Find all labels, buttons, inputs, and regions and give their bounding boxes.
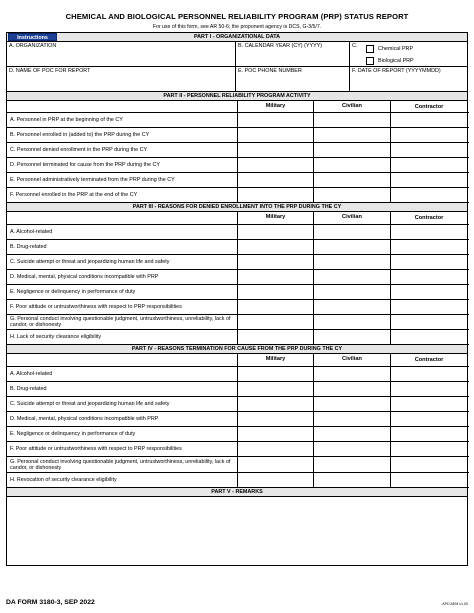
part4-civilian-input[interactable] bbox=[314, 457, 391, 472]
part4-military-input[interactable] bbox=[238, 412, 314, 426]
part2-column-header bbox=[7, 101, 469, 113]
table-row bbox=[7, 330, 469, 345]
chemical-prp-checkbox[interactable] bbox=[366, 45, 374, 53]
part3-military-input[interactable] bbox=[238, 225, 314, 239]
part3-military-input[interactable] bbox=[238, 285, 314, 299]
part3-contractor-input[interactable] bbox=[391, 330, 467, 344]
table-row bbox=[7, 397, 469, 412]
part4-row-label: D. Medical, mental, physical conditions incompatible with PRP bbox=[7, 412, 238, 426]
part3-col-military: Military bbox=[238, 212, 314, 224]
part2-contractor-input[interactable] bbox=[391, 158, 467, 172]
part3-row-label: D. Medical, mental, physical conditions incompatible with PRP bbox=[7, 270, 238, 284]
part4-military-input[interactable] bbox=[238, 367, 314, 381]
table-row bbox=[7, 427, 469, 442]
part4-table bbox=[7, 354, 469, 488]
part4-civilian-input[interactable] bbox=[314, 382, 391, 396]
part3-contractor-input[interactable] bbox=[391, 270, 467, 284]
part4-column-header bbox=[7, 354, 469, 367]
apd-version: APD AEM v1.00 bbox=[442, 602, 468, 606]
part3-row-label: F. Poor attitude or untrustworthiness with respect to PRP responsibilities bbox=[7, 300, 238, 314]
prp-type-field bbox=[350, 42, 467, 66]
part2-civilian-input[interactable] bbox=[314, 143, 391, 157]
part3-row-label: A. Alcohol-related bbox=[7, 225, 238, 239]
part3-civilian-input[interactable] bbox=[314, 270, 391, 284]
poc-phone-field[interactable] bbox=[236, 67, 350, 91]
table-row bbox=[7, 173, 469, 188]
part2-contractor-input[interactable] bbox=[391, 113, 467, 127]
part3-military-input[interactable] bbox=[238, 300, 314, 314]
part4-row-label: G. Personal conduct involving questionable judgment, untrustworthiness, unreliability, lack of candor, or dishonesty bbox=[7, 457, 238, 472]
table-row bbox=[7, 442, 469, 457]
part2-title: PART II - PERSONNEL RELIABILITY PROGRAM ACTIVITY bbox=[163, 93, 311, 99]
part3-civilian-input[interactable] bbox=[314, 225, 391, 239]
part3-civilian-input[interactable] bbox=[314, 330, 391, 344]
table-row bbox=[7, 412, 469, 427]
form-frame bbox=[6, 32, 468, 566]
part4-row-label: C. Suicide attempt or threat and jeopardizing human life and safety bbox=[7, 397, 238, 411]
part4-military-input[interactable] bbox=[238, 382, 314, 396]
part3-military-input[interactable] bbox=[238, 330, 314, 344]
chemical-prp-label: Chemical PRP bbox=[378, 46, 414, 52]
part4-contractor-input[interactable] bbox=[391, 473, 467, 487]
part4-military-input[interactable] bbox=[238, 442, 314, 456]
part4-contractor-input[interactable] bbox=[391, 382, 467, 396]
part4-military-input[interactable] bbox=[238, 457, 314, 472]
part4-contractor-input[interactable] bbox=[391, 442, 467, 456]
table-row bbox=[7, 270, 469, 285]
table-row bbox=[7, 255, 469, 270]
part4-civilian-input[interactable] bbox=[314, 397, 391, 411]
table-row bbox=[7, 473, 469, 488]
part2-military-input[interactable] bbox=[238, 158, 314, 172]
form-subtitle: For use of this form, see AR 50-6; the proponent agency is DCS, G-3/5/7. bbox=[152, 24, 322, 30]
part5-title: PART V - REMARKS bbox=[211, 489, 263, 495]
part4-col-military: Military bbox=[238, 354, 314, 366]
part1-row-1 bbox=[7, 42, 467, 67]
form-number: DA FORM 3180-3, SEP 2022 bbox=[6, 599, 95, 606]
part2-row-label: E. Personnel administratively terminated from the PRP during the CY bbox=[7, 173, 238, 187]
table-row bbox=[7, 113, 469, 128]
part2-military-input[interactable] bbox=[238, 173, 314, 187]
part4-civilian-input[interactable] bbox=[314, 427, 391, 441]
part3-contractor-input[interactable] bbox=[391, 285, 467, 299]
part2-contractor-input[interactable] bbox=[391, 188, 467, 202]
part4-row-label: A. Alcohol-related bbox=[7, 367, 238, 381]
calendar-year-label: B. CALENDAR YEAR (CY) (YYYY) bbox=[238, 43, 323, 49]
part3-contractor-input[interactable] bbox=[391, 315, 467, 329]
part3-contractor-input[interactable] bbox=[391, 240, 467, 254]
table-row bbox=[7, 128, 469, 143]
poc-name-field[interactable] bbox=[7, 67, 236, 91]
part4-col-contractor: Contractor bbox=[414, 357, 444, 363]
report-date-label: F. DATE OF REPORT (YYYYMMDD) bbox=[352, 68, 441, 74]
part2-contractor-input[interactable] bbox=[391, 128, 467, 142]
part2-col-military: Military bbox=[238, 101, 314, 112]
part1-header bbox=[7, 33, 467, 42]
part3-civilian-input[interactable] bbox=[314, 255, 391, 269]
part3-civilian-input[interactable] bbox=[314, 285, 391, 299]
report-date-field[interactable] bbox=[350, 67, 467, 91]
form-footer bbox=[6, 599, 468, 611]
part4-contractor-input[interactable] bbox=[391, 412, 467, 426]
part2-row-label: C. Personnel denied enrollment in the PRP during the CY bbox=[7, 143, 238, 157]
part4-contractor-input[interactable] bbox=[391, 457, 467, 472]
part2-row-label: D. Personnel terminated for cause from the PRP during the CY bbox=[7, 158, 238, 172]
part3-contractor-input[interactable] bbox=[391, 255, 467, 269]
part2-contractor-input[interactable] bbox=[391, 173, 467, 187]
part3-row-label: H. Lack of security clearance eligibility bbox=[7, 330, 238, 344]
part3-column-header bbox=[7, 212, 469, 225]
part2-header bbox=[7, 92, 467, 101]
table-row bbox=[7, 225, 469, 240]
table-row bbox=[7, 300, 469, 315]
table-row bbox=[7, 315, 469, 330]
part4-military-input[interactable] bbox=[238, 427, 314, 441]
part3-civilian-input[interactable] bbox=[314, 240, 391, 254]
table-row bbox=[7, 188, 469, 203]
part2-header-blank bbox=[7, 101, 238, 112]
part4-header-blank bbox=[7, 354, 238, 366]
part3-military-input[interactable] bbox=[238, 255, 314, 269]
prp-type-label: C. bbox=[352, 43, 358, 49]
part2-row-label: B. Personnel enrolled in (added to) the PRP during the CY bbox=[7, 128, 238, 142]
instructions-button[interactable]: Instructions bbox=[8, 33, 57, 41]
part3-civilian-input[interactable] bbox=[314, 315, 391, 329]
biological-prp-checkbox[interactable] bbox=[366, 57, 374, 65]
table-row bbox=[7, 367, 469, 382]
remarks-field[interactable] bbox=[7, 497, 467, 565]
part4-contractor-input[interactable] bbox=[391, 397, 467, 411]
part2-col-contractor: Contractor bbox=[414, 103, 444, 110]
part4-civilian-input[interactable] bbox=[314, 473, 391, 487]
part4-row-label: B. Drug-related bbox=[7, 382, 238, 396]
part1-row-2 bbox=[7, 67, 467, 92]
part3-row-label: C. Suicide attempt or threat and jeopardizing human life and safety bbox=[7, 255, 238, 269]
part4-civilian-input[interactable] bbox=[314, 442, 391, 456]
part3-military-input[interactable] bbox=[238, 315, 314, 329]
organization-label: A. ORGANIZATION bbox=[9, 43, 57, 49]
part4-military-input[interactable] bbox=[238, 397, 314, 411]
part2-military-input[interactable] bbox=[238, 188, 314, 202]
part4-header bbox=[7, 345, 467, 354]
part2-military-input[interactable] bbox=[238, 113, 314, 127]
part3-military-input[interactable] bbox=[238, 270, 314, 284]
part4-military-input[interactable] bbox=[238, 473, 314, 487]
part3-col-contractor: Contractor bbox=[414, 215, 444, 221]
part2-civilian-input[interactable] bbox=[314, 188, 391, 202]
organization-field[interactable] bbox=[7, 42, 236, 66]
part2-table bbox=[7, 101, 469, 203]
part4-title: PART IV - REASONS TERMINATION FOR CAUSE FROM THE PRP DURING THE CY bbox=[131, 346, 343, 352]
part3-col-civilian: Civilian bbox=[314, 212, 391, 224]
part4-contractor-input[interactable] bbox=[391, 367, 467, 381]
table-row bbox=[7, 158, 469, 173]
part3-contractor-input[interactable] bbox=[391, 225, 467, 239]
part4-civilian-input[interactable] bbox=[314, 412, 391, 426]
part2-civilian-input[interactable] bbox=[314, 113, 391, 127]
calendar-year-field[interactable] bbox=[236, 42, 350, 66]
part2-military-input[interactable] bbox=[238, 143, 314, 157]
chemical-prp-option[interactable] bbox=[366, 43, 414, 55]
part4-row-label: H. Revocation of security clearance eligibility bbox=[7, 473, 238, 487]
biological-prp-label: Biological PRP bbox=[378, 58, 414, 64]
part4-row-label: F. Poor attitude or untrustworthiness with respect to PRP responsibilities bbox=[7, 442, 238, 456]
part4-row-label: E. Negligence or delinquency in performance of duty bbox=[7, 427, 238, 441]
part4-col-civilian: Civilian bbox=[314, 354, 391, 366]
part3-table bbox=[7, 212, 469, 345]
part3-military-input[interactable] bbox=[238, 240, 314, 254]
part4-civilian-input[interactable] bbox=[314, 367, 391, 381]
part5-header bbox=[7, 488, 467, 497]
part3-header-blank bbox=[7, 212, 238, 224]
biological-prp-option[interactable] bbox=[366, 55, 414, 67]
part2-civilian-input[interactable] bbox=[314, 158, 391, 172]
table-row bbox=[7, 285, 469, 300]
form bbox=[6, 11, 468, 566]
part2-civilian-input[interactable] bbox=[314, 128, 391, 142]
table-row bbox=[7, 382, 469, 397]
part3-row-label: G. Personal conduct involving questionable judgment, untrustworthiness, unreliability, lack of candor, or dishonesty bbox=[7, 315, 238, 329]
table-row bbox=[7, 240, 469, 255]
table-row bbox=[7, 143, 469, 158]
part1-title: PART I - ORGANIZATIONAL DATA bbox=[193, 34, 281, 40]
form-title: CHEMICAL AND BIOLOGICAL PERSONNEL RELIABILITY PROGRAM (PRP) STATUS REPORT bbox=[65, 12, 409, 21]
poc-phone-label: E. POC PHONE NUMBER bbox=[238, 68, 302, 74]
poc-name-label: D. NAME OF POC FOR REPORT bbox=[9, 68, 91, 74]
part2-contractor-input[interactable] bbox=[391, 143, 467, 157]
part3-contractor-input[interactable] bbox=[391, 300, 467, 314]
part2-civilian-input[interactable] bbox=[314, 173, 391, 187]
part2-col-civilian: Civilian bbox=[314, 101, 391, 112]
part4-contractor-input[interactable] bbox=[391, 427, 467, 441]
part3-header bbox=[7, 203, 467, 212]
part3-title: PART III - REASONS FOR DENIED ENROLLMENT INTO THE PRP DURING THE CY bbox=[132, 204, 342, 210]
part3-row-label: E. Negligence or delinquency in performance of duty bbox=[7, 285, 238, 299]
part2-military-input[interactable] bbox=[238, 128, 314, 142]
part2-row-label: F. Personnel enrolled in the PRP at the end of the CY bbox=[7, 188, 238, 202]
part3-civilian-input[interactable] bbox=[314, 300, 391, 314]
part2-row-label: A. Personnel in PRP at the beginning of the CY bbox=[7, 113, 238, 127]
part3-row-label: B. Drug-related bbox=[7, 240, 238, 254]
table-row bbox=[7, 457, 469, 473]
